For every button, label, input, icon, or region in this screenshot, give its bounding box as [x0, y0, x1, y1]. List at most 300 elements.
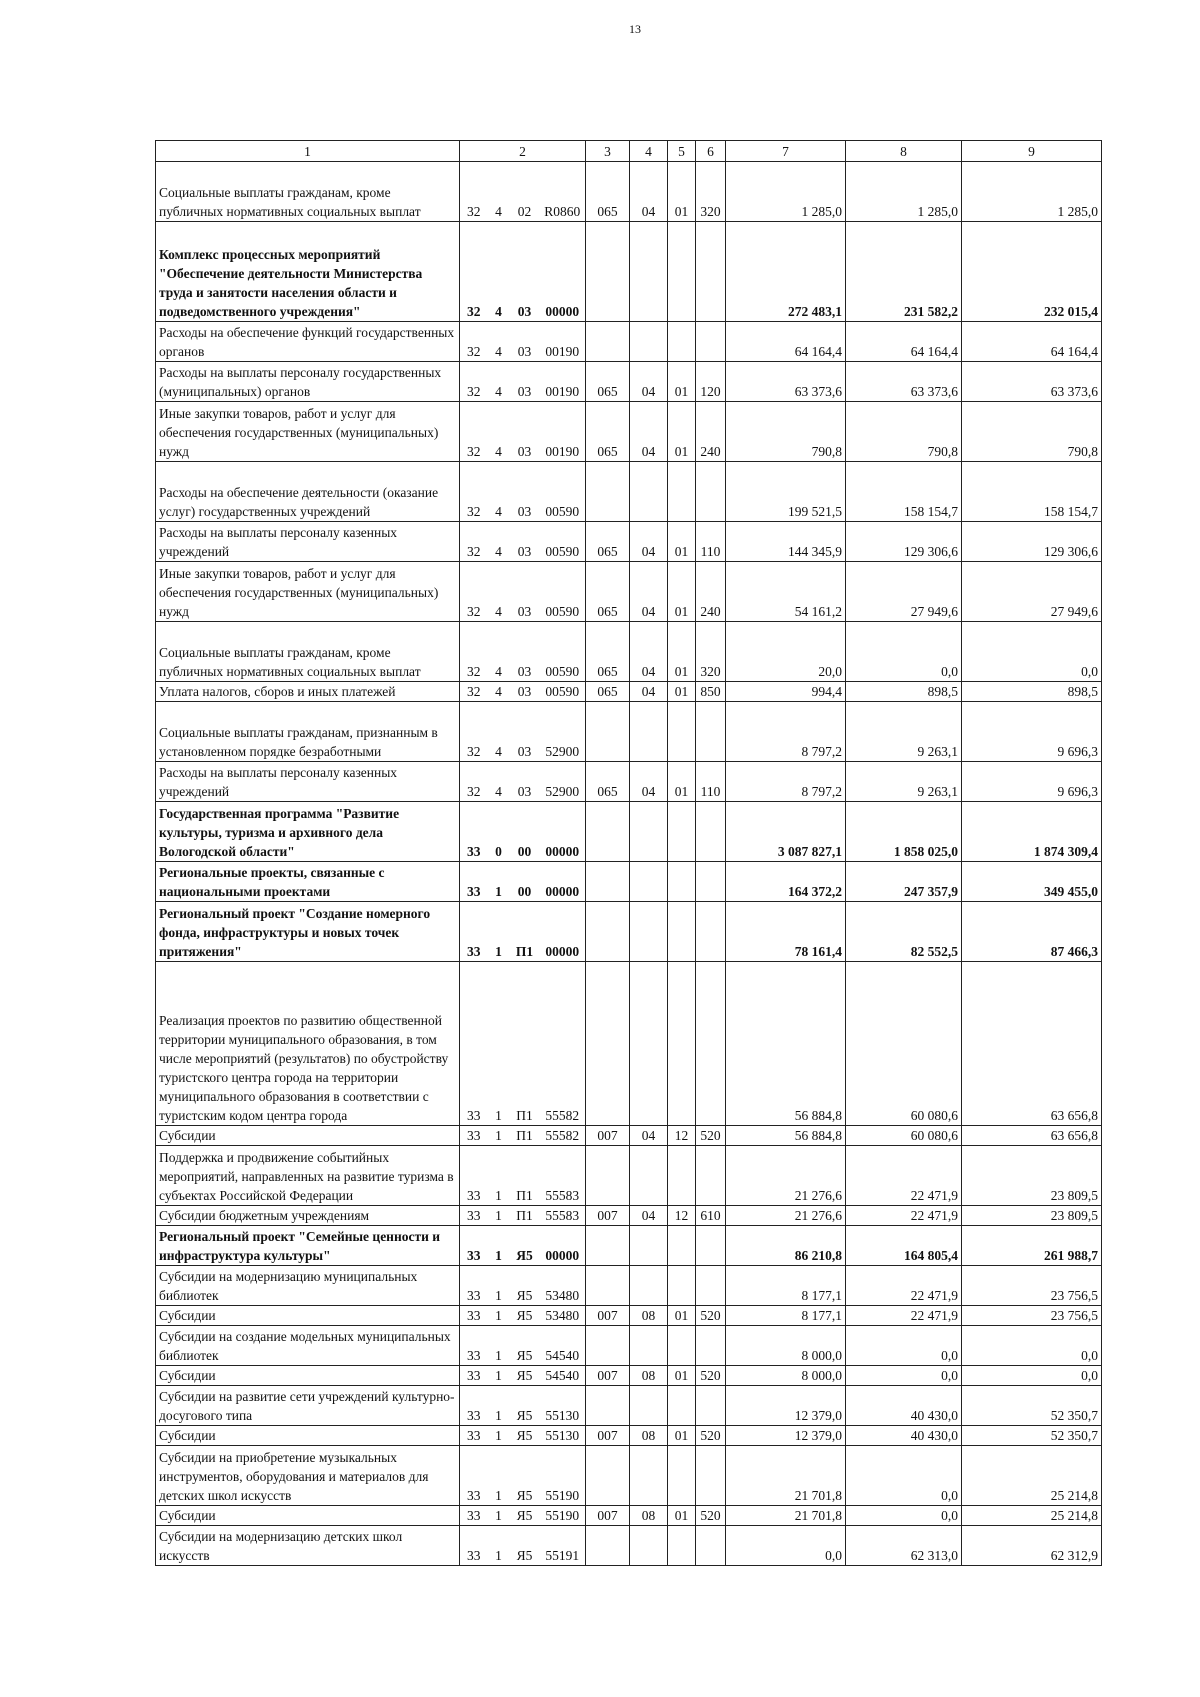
- code-type: 4: [488, 222, 510, 322]
- code-type: 1: [488, 1386, 510, 1426]
- col-5-value: [668, 902, 696, 962]
- col-7-amount: 8 000,0: [726, 1326, 846, 1366]
- col-8-amount: 0,0: [846, 1506, 962, 1526]
- col-4-value: 04: [630, 362, 668, 402]
- col-4-value: 04: [630, 402, 668, 462]
- col-3-value: 007: [586, 1426, 630, 1446]
- code-program: 33: [460, 1206, 488, 1226]
- col-8-amount: 0,0: [846, 1446, 962, 1506]
- col-6-value: 320: [696, 622, 726, 682]
- col-9-amount: 349 455,0: [962, 862, 1102, 902]
- col-5-value: 01: [668, 562, 696, 622]
- col-5-value: [668, 1386, 696, 1426]
- header-col-8: 8: [846, 141, 962, 162]
- code-type: 4: [488, 562, 510, 622]
- table-row: [156, 362, 1102, 402]
- table-row: [156, 162, 1102, 222]
- code-element: Я5: [510, 1386, 540, 1426]
- code-element: 00: [510, 862, 540, 902]
- code-type: 4: [488, 622, 510, 682]
- col-6-value: [696, 1526, 726, 1566]
- col-6-value: 240: [696, 562, 726, 622]
- table-row: [156, 622, 1102, 682]
- col-6-value: [696, 902, 726, 962]
- code-element: Я5: [510, 1526, 540, 1566]
- col-9-amount: 158 154,7: [962, 462, 1102, 522]
- col-9-amount: 27 949,6: [962, 562, 1102, 622]
- col-3-value: [586, 462, 630, 522]
- col-8-amount: 64 164,4: [846, 322, 962, 362]
- col-6-value: [696, 1146, 726, 1206]
- code-direction: 00000: [540, 1226, 586, 1266]
- col-5-value: 01: [668, 682, 696, 702]
- col-8-amount: 1 858 025,0: [846, 802, 962, 862]
- row-name: Субсидии на модернизацию детских школ искусств: [156, 1526, 460, 1566]
- col-9-amount: 9 696,3: [962, 702, 1102, 762]
- code-direction: 53480: [540, 1306, 586, 1326]
- col-4-value: [630, 462, 668, 522]
- code-direction: 55130: [540, 1386, 586, 1426]
- col-3-value: [586, 1386, 630, 1426]
- row-name: Государственная программа "Развитие культуры, туризма и архивного дела Вологодской области": [156, 802, 460, 862]
- code-type: 4: [488, 682, 510, 702]
- row-name: Комплекс процессных мероприятий "Обеспечение деятельности Министерства труда и занятости населения области и подведомственного учреждения": [156, 222, 460, 322]
- col-4-value: [630, 902, 668, 962]
- col-7-amount: 56 884,8: [726, 962, 846, 1126]
- code-element: П1: [510, 962, 540, 1126]
- code-element: 03: [510, 562, 540, 622]
- code-program: 33: [460, 1526, 488, 1566]
- row-name: Субсидии: [156, 1126, 460, 1146]
- col-6-value: [696, 322, 726, 362]
- col-8-amount: 62 313,0: [846, 1526, 962, 1566]
- col-9-amount: 790,8: [962, 402, 1102, 462]
- col-3-value: [586, 962, 630, 1126]
- code-element: Я5: [510, 1366, 540, 1386]
- code-direction: 55582: [540, 1126, 586, 1146]
- col-6-value: [696, 862, 726, 902]
- col-7-amount: 78 161,4: [726, 902, 846, 962]
- col-6-value: [696, 222, 726, 322]
- col-6-value: 120: [696, 362, 726, 402]
- col-4-value: [630, 222, 668, 322]
- col-6-value: [696, 962, 726, 1126]
- col-7-amount: 3 087 827,1: [726, 802, 846, 862]
- row-name: Субсидии: [156, 1306, 460, 1326]
- code-type: 1: [488, 1146, 510, 1206]
- row-name: Региональный проект "Семейные ценности и инфраструктура культуры": [156, 1226, 460, 1266]
- table-row: [156, 1446, 1102, 1506]
- col-3-value: [586, 222, 630, 322]
- row-name: Расходы на выплаты персоналу государственных (муниципальных) органов: [156, 362, 460, 402]
- col-8-amount: 9 263,1: [846, 702, 962, 762]
- col-8-amount: 60 080,6: [846, 1126, 962, 1146]
- code-element: П1: [510, 1126, 540, 1146]
- col-5-value: 01: [668, 1366, 696, 1386]
- col-3-value: 065: [586, 682, 630, 702]
- col-5-value: [668, 322, 696, 362]
- code-type: 1: [488, 1526, 510, 1566]
- code-element: 03: [510, 402, 540, 462]
- code-type: 4: [488, 362, 510, 402]
- col-4-value: [630, 802, 668, 862]
- code-element: 03: [510, 362, 540, 402]
- code-program: 33: [460, 902, 488, 962]
- col-5-value: [668, 1446, 696, 1506]
- row-name: Субсидии: [156, 1506, 460, 1526]
- col-4-value: [630, 1446, 668, 1506]
- col-9-amount: 52 350,7: [962, 1426, 1102, 1446]
- col-3-value: 065: [586, 162, 630, 222]
- col-8-amount: 231 582,2: [846, 222, 962, 322]
- code-type: 1: [488, 962, 510, 1126]
- col-3-value: 065: [586, 522, 630, 562]
- col-4-value: [630, 1386, 668, 1426]
- col-6-value: 240: [696, 402, 726, 462]
- col-8-amount: 60 080,6: [846, 962, 962, 1126]
- col-6-value: 520: [696, 1366, 726, 1386]
- code-program: 33: [460, 862, 488, 902]
- code-type: 4: [488, 322, 510, 362]
- code-direction: 00000: [540, 902, 586, 962]
- code-element: П1: [510, 902, 540, 962]
- code-element: 02: [510, 162, 540, 222]
- row-name: Реализация проектов по развитию общественной территории муниципального образования, в том числе мероприятий (результатов) по обустройству туристского центра города на территории муниципального образования в соответствии с туристским кодом центра города: [156, 962, 460, 1126]
- code-program: 32: [460, 762, 488, 802]
- code-direction: 55582: [540, 962, 586, 1126]
- col-4-value: [630, 1526, 668, 1566]
- code-element: 03: [510, 322, 540, 362]
- code-direction: R0860: [540, 162, 586, 222]
- row-name: Социальные выплаты гражданам, кроме публичных нормативных социальных выплат: [156, 162, 460, 222]
- table-row: [156, 862, 1102, 902]
- col-3-value: 007: [586, 1506, 630, 1526]
- col-8-amount: 164 805,4: [846, 1226, 962, 1266]
- code-program: 33: [460, 1506, 488, 1526]
- row-name: Субсидии: [156, 1426, 460, 1446]
- row-name: Субсидии на развитие сети учреждений культурно-досугового типа: [156, 1386, 460, 1426]
- col-6-value: [696, 802, 726, 862]
- table-row: [156, 902, 1102, 962]
- col-7-amount: 164 372,2: [726, 862, 846, 902]
- col-9-amount: 1 285,0: [962, 162, 1102, 222]
- col-9-amount: 52 350,7: [962, 1386, 1102, 1426]
- col-8-amount: 0,0: [846, 622, 962, 682]
- col-7-amount: 144 345,9: [726, 522, 846, 562]
- code-direction: 52900: [540, 702, 586, 762]
- col-3-value: [586, 702, 630, 762]
- code-direction: 00190: [540, 362, 586, 402]
- code-element: 03: [510, 762, 540, 802]
- table-row: [156, 1226, 1102, 1266]
- code-type: 1: [488, 1326, 510, 1366]
- col-6-value: 110: [696, 762, 726, 802]
- col-3-value: 007: [586, 1366, 630, 1386]
- table-row: [156, 402, 1102, 462]
- row-name: Социальные выплаты гражданам, кроме публичных нормативных социальных выплат: [156, 622, 460, 682]
- col-8-amount: 129 306,6: [846, 522, 962, 562]
- row-name: Субсидии: [156, 1366, 460, 1386]
- table-row: [156, 802, 1102, 862]
- col-9-amount: 232 015,4: [962, 222, 1102, 322]
- row-name: Региональный проект "Создание номерного фонда, инфраструктуры и новых точек притяжения": [156, 902, 460, 962]
- col-8-amount: 22 471,9: [846, 1146, 962, 1206]
- col-8-amount: 0,0: [846, 1326, 962, 1366]
- col-6-value: 110: [696, 522, 726, 562]
- col-5-value: [668, 1526, 696, 1566]
- col-4-value: [630, 702, 668, 762]
- col-5-value: [668, 1226, 696, 1266]
- col-4-value: 04: [630, 522, 668, 562]
- col-7-amount: 1 285,0: [726, 162, 846, 222]
- col-5-value: [668, 462, 696, 522]
- col-5-value: 01: [668, 1306, 696, 1326]
- code-type: 1: [488, 1366, 510, 1386]
- col-9-amount: 23 756,5: [962, 1306, 1102, 1326]
- col-8-amount: 247 357,9: [846, 862, 962, 902]
- col-3-value: 007: [586, 1306, 630, 1326]
- code-element: Я5: [510, 1326, 540, 1366]
- table-row: [156, 1266, 1102, 1306]
- table-body: [156, 162, 1102, 1566]
- col-7-amount: 21 701,8: [726, 1506, 846, 1526]
- code-element: Я5: [510, 1446, 540, 1506]
- col-5-value: 01: [668, 1426, 696, 1446]
- code-direction: 55190: [540, 1446, 586, 1506]
- col-3-value: 065: [586, 622, 630, 682]
- code-element: 00: [510, 802, 540, 862]
- header-col-9: 9: [962, 141, 1102, 162]
- col-9-amount: 0,0: [962, 622, 1102, 682]
- code-type: 4: [488, 462, 510, 522]
- col-7-amount: 54 161,2: [726, 562, 846, 622]
- col-7-amount: 63 373,6: [726, 362, 846, 402]
- code-element: Я5: [510, 1426, 540, 1446]
- row-name: Субсидии на создание модельных муниципальных библиотек: [156, 1326, 460, 1366]
- col-9-amount: 64 164,4: [962, 322, 1102, 362]
- col-6-value: 610: [696, 1206, 726, 1226]
- col-9-amount: 898,5: [962, 682, 1102, 702]
- col-8-amount: 22 471,9: [846, 1306, 962, 1326]
- table-row: [156, 1206, 1102, 1226]
- code-element: 03: [510, 682, 540, 702]
- col-7-amount: 56 884,8: [726, 1126, 846, 1146]
- col-5-value: [668, 1326, 696, 1366]
- code-program: 33: [460, 1446, 488, 1506]
- col-8-amount: 1 285,0: [846, 162, 962, 222]
- code-direction: 00000: [540, 802, 586, 862]
- col-6-value: 520: [696, 1506, 726, 1526]
- col-6-value: 850: [696, 682, 726, 702]
- table-row: [156, 562, 1102, 622]
- col-6-value: [696, 1446, 726, 1506]
- col-9-amount: 63 656,8: [962, 962, 1102, 1126]
- table-row: [156, 702, 1102, 762]
- col-4-value: 08: [630, 1506, 668, 1526]
- table-row: [156, 1366, 1102, 1386]
- code-program: 33: [460, 1126, 488, 1146]
- budget-table: [155, 140, 1102, 1566]
- col-4-value: 08: [630, 1366, 668, 1386]
- col-4-value: [630, 862, 668, 902]
- code-program: 33: [460, 1306, 488, 1326]
- header-col-2: 2: [460, 141, 586, 162]
- col-6-value: 520: [696, 1126, 726, 1146]
- header-col-7: 7: [726, 141, 846, 162]
- col-4-value: [630, 962, 668, 1126]
- code-program: 33: [460, 1146, 488, 1206]
- col-9-amount: 62 312,9: [962, 1526, 1102, 1566]
- code-program: 33: [460, 1226, 488, 1266]
- code-type: 4: [488, 762, 510, 802]
- table-row: [156, 222, 1102, 322]
- col-5-value: 01: [668, 622, 696, 682]
- code-type: 1: [488, 902, 510, 962]
- col-4-value: 04: [630, 162, 668, 222]
- row-name: Расходы на выплаты персоналу казенных учреждений: [156, 762, 460, 802]
- col-6-value: [696, 462, 726, 522]
- code-program: 32: [460, 702, 488, 762]
- code-type: 4: [488, 522, 510, 562]
- col-8-amount: 63 373,6: [846, 362, 962, 402]
- col-8-amount: 790,8: [846, 402, 962, 462]
- code-element: 03: [510, 522, 540, 562]
- code-type: 1: [488, 1306, 510, 1326]
- code-direction: 00590: [540, 462, 586, 522]
- code-direction: 55583: [540, 1206, 586, 1226]
- col-7-amount: 86 210,8: [726, 1226, 846, 1266]
- col-4-value: 08: [630, 1426, 668, 1446]
- code-program: 32: [460, 162, 488, 222]
- code-program: 32: [460, 622, 488, 682]
- code-program: 32: [460, 322, 488, 362]
- col-5-value: 01: [668, 402, 696, 462]
- code-element: Я5: [510, 1506, 540, 1526]
- code-element: 03: [510, 622, 540, 682]
- code-program: 33: [460, 1366, 488, 1386]
- col-7-amount: 12 379,0: [726, 1426, 846, 1446]
- code-type: 4: [488, 162, 510, 222]
- table-header: [156, 141, 1102, 162]
- col-4-value: 04: [630, 762, 668, 802]
- code-element: 03: [510, 462, 540, 522]
- header-col-3: 3: [586, 141, 630, 162]
- col-9-amount: 23 756,5: [962, 1266, 1102, 1306]
- col-4-value: 08: [630, 1306, 668, 1326]
- code-program: 33: [460, 1426, 488, 1446]
- col-7-amount: 21 701,8: [726, 1446, 846, 1506]
- code-direction: 00190: [540, 402, 586, 462]
- code-program: 32: [460, 402, 488, 462]
- code-element: 03: [510, 222, 540, 322]
- col-3-value: 065: [586, 562, 630, 622]
- col-5-value: [668, 1266, 696, 1306]
- col-8-amount: 22 471,9: [846, 1266, 962, 1306]
- row-name: Субсидии на модернизацию муниципальных библиотек: [156, 1266, 460, 1306]
- code-direction: 54540: [540, 1326, 586, 1366]
- col-8-amount: 158 154,7: [846, 462, 962, 522]
- col-9-amount: 0,0: [962, 1366, 1102, 1386]
- code-direction: 00190: [540, 322, 586, 362]
- header-row: [156, 141, 1102, 162]
- col-7-amount: 21 276,6: [726, 1146, 846, 1206]
- col-3-value: [586, 1446, 630, 1506]
- col-8-amount: 82 552,5: [846, 902, 962, 962]
- col-4-value: [630, 1266, 668, 1306]
- code-direction: 52900: [540, 762, 586, 802]
- col-4-value: 04: [630, 1126, 668, 1146]
- code-direction: 55191: [540, 1526, 586, 1566]
- code-direction: 53480: [540, 1266, 586, 1306]
- code-direction: 55130: [540, 1426, 586, 1446]
- col-5-value: 01: [668, 762, 696, 802]
- col-5-value: [668, 962, 696, 1126]
- table-row: [156, 1126, 1102, 1146]
- code-type: 4: [488, 702, 510, 762]
- col-6-value: [696, 702, 726, 762]
- row-name: Субсидии на приобретение музыкальных инструментов, оборудования и материалов для детских школ искусств: [156, 1446, 460, 1506]
- col-3-value: 065: [586, 402, 630, 462]
- table-row: [156, 1506, 1102, 1526]
- col-5-value: 12: [668, 1206, 696, 1226]
- row-name: Расходы на обеспечение деятельности (оказание услуг) государственных учреждений: [156, 462, 460, 522]
- col-5-value: [668, 802, 696, 862]
- col-6-value: 520: [696, 1306, 726, 1326]
- col-5-value: [668, 862, 696, 902]
- table-row: [156, 522, 1102, 562]
- col-9-amount: 129 306,6: [962, 522, 1102, 562]
- col-3-value: [586, 1326, 630, 1366]
- code-program: 33: [460, 1266, 488, 1306]
- code-direction: 00590: [540, 682, 586, 702]
- col-8-amount: 898,5: [846, 682, 962, 702]
- col-3-value: [586, 322, 630, 362]
- col-5-value: 01: [668, 1506, 696, 1526]
- header-col-6: 6: [696, 141, 726, 162]
- code-type: 0: [488, 802, 510, 862]
- col-9-amount: 261 988,7: [962, 1226, 1102, 1266]
- col-5-value: 01: [668, 162, 696, 222]
- col-3-value: [586, 862, 630, 902]
- col-3-value: 007: [586, 1206, 630, 1226]
- col-7-amount: 8 177,1: [726, 1266, 846, 1306]
- col-6-value: 520: [696, 1426, 726, 1446]
- code-direction: 00590: [540, 562, 586, 622]
- col-7-amount: 12 379,0: [726, 1386, 846, 1426]
- col-4-value: [630, 1226, 668, 1266]
- col-6-value: 320: [696, 162, 726, 222]
- table-row: [156, 1306, 1102, 1326]
- code-program: 33: [460, 1326, 488, 1366]
- col-4-value: [630, 1146, 668, 1206]
- table-row: [156, 1326, 1102, 1366]
- code-program: 32: [460, 682, 488, 702]
- col-7-amount: 994,4: [726, 682, 846, 702]
- col-6-value: [696, 1226, 726, 1266]
- code-type: 1: [488, 1446, 510, 1506]
- code-element: П1: [510, 1146, 540, 1206]
- row-name: Социальные выплаты гражданам, признанным в установленном порядке безработными: [156, 702, 460, 762]
- col-5-value: 01: [668, 522, 696, 562]
- code-element: 03: [510, 702, 540, 762]
- code-program: 33: [460, 1386, 488, 1426]
- col-6-value: [696, 1386, 726, 1426]
- code-direction: 00000: [540, 222, 586, 322]
- col-4-value: 04: [630, 562, 668, 622]
- col-7-amount: 199 521,5: [726, 462, 846, 522]
- row-name: Региональные проекты, связанные с национальными проектами: [156, 862, 460, 902]
- col-6-value: [696, 1326, 726, 1366]
